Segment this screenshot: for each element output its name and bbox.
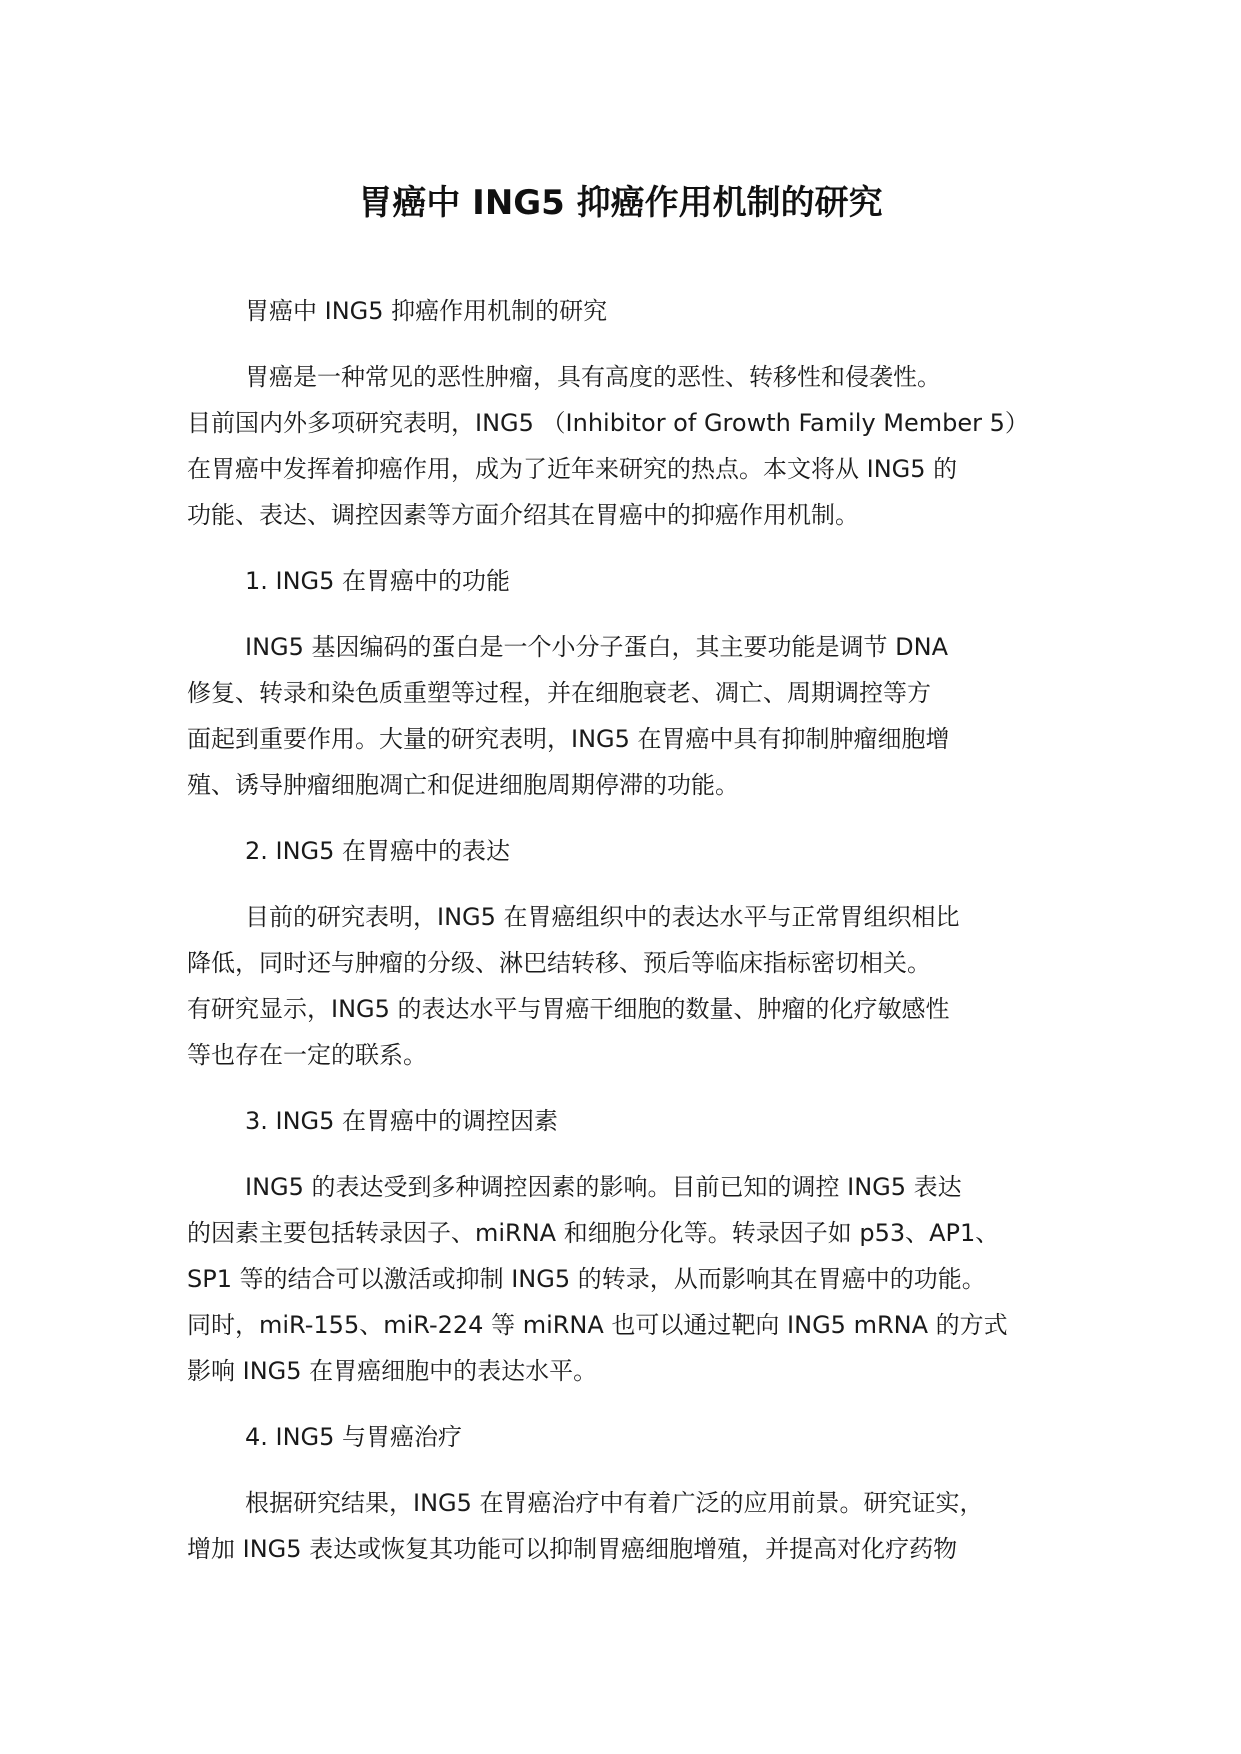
section-heading-4: 4. ING5 与胃癌治疗 [245, 1423, 463, 1451]
text-line: 目前国内外多项研究表明，ING5 （Inhibitor of Growth Family Member 5） [187, 409, 1029, 437]
text-line: 同时，miR-155、miR-224 等 miRNA 也可以通过靶向 ING5 mRNA 的方式 [187, 1311, 1008, 1339]
text-line: 功能、表达、调控因素等方面介绍其在胃癌中的抑癌作用机制。 [187, 501, 859, 529]
text-line: 影响 ING5 在胃癌细胞中的表达水平。 [187, 1357, 598, 1385]
text-line: ING5 的表达受到多种调控因素的影响。目前已知的调控 ING5 表达 [245, 1173, 962, 1201]
text-line: 根据研究结果，ING5 在胃癌治疗中有着广泛的应用前景。研究证实， [245, 1489, 984, 1517]
text-line: 有研究显示，ING5 的表达水平与胃癌干细胞的数量、肿瘤的化疗敏感性 [187, 995, 950, 1023]
text-line: 殖、诱导肿瘤细胞凋亡和促进细胞周期停滞的功能。 [187, 771, 739, 799]
text-line: 等也存在一定的联系。 [187, 1041, 427, 1069]
section-paragraph-2 [187, 894, 1087, 1078]
section-heading-2: 2. ING5 在胃癌中的表达 [245, 837, 511, 865]
text-line: 胃癌是一种常见的恶性肿瘤，具有高度的恶性、转移性和侵袭性。 [245, 363, 941, 391]
text-line: 目前的研究表明，ING5 在胃癌组织中的表达水平与正常胃组织相比 [245, 903, 960, 931]
document-body [187, 288, 1087, 1592]
section-paragraph-3 [187, 1164, 1087, 1394]
text-line: 增加 ING5 表达或恢复其功能可以抑制胃癌细胞增殖，并提高对化疗药物 [187, 1535, 958, 1563]
text-line: 在胃癌中发挥着抑癌作用，成为了近年来研究的热点。本文将从 ING5 的 [187, 455, 958, 483]
document-title: 胃癌中 ING5 抑癌作用机制的研究 [358, 183, 883, 223]
intro-paragraph [187, 354, 1087, 538]
section-heading-3: 3. ING5 在胃癌中的调控因素 [245, 1107, 559, 1135]
text-line: 降低，同时还与肿瘤的分级、淋巴结转移、预后等临床指标密切相关。 [187, 949, 931, 977]
section-paragraph-4 [187, 1480, 1087, 1572]
section-paragraph-1 [187, 624, 1087, 808]
subtitle: 胃癌中 ING5 抑癌作用机制的研究 [245, 297, 608, 325]
text-line: SP1 等的结合可以激活或抑制 ING5 的转录，从而影响其在胃癌中的功能。 [187, 1265, 986, 1293]
text-line: 的因素主要包括转录因子、miRNA 和细胞分化等。转录因子如 p53、AP1、 [187, 1219, 1000, 1247]
text-line: ING5 基因编码的蛋白是一个小分子蛋白，其主要功能是调节 DNA [245, 633, 949, 661]
text-line: 修复、转录和染色质重塑等过程，并在细胞衰老、凋亡、周期调控等方 [187, 679, 931, 707]
text-line: 面起到重要作用。大量的研究表明，ING5 在胃癌中具有抑制肿瘤细胞增 [187, 725, 950, 753]
section-heading-1: 1. ING5 在胃癌中的功能 [245, 567, 511, 595]
